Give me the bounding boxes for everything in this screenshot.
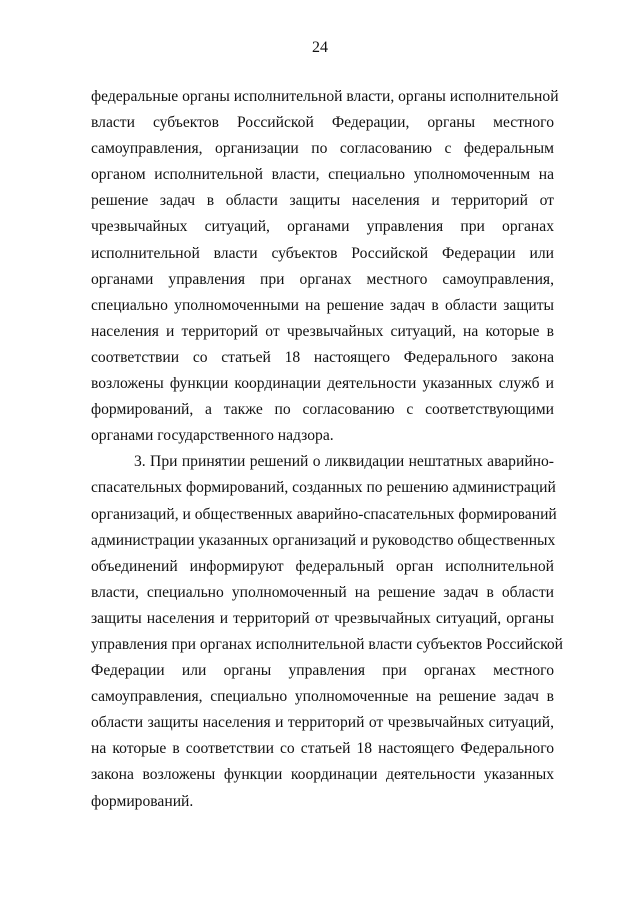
text-line: чрезвычайных ситуаций, органами управления при органах — [91, 218, 554, 236]
text-line: власти субъектов Российской Федерации, органы местного — [91, 114, 554, 132]
text-line: защиты населения и территорий от чрезвычайных ситуаций, органы — [91, 609, 554, 627]
text-line: спасательных формирований, созданных по решению администраций — [91, 479, 556, 497]
text-line: формирований, а также по согласованию с соответствующими — [91, 401, 554, 419]
text-line: возложены функции координации деятельности указанных служб и — [91, 375, 554, 393]
text-line: объединений информируют федеральный орган исполнительной — [91, 557, 554, 575]
text-line: на которые в соответствии со статьей 18 настоящего Федерального — [91, 740, 554, 758]
text-line: формирований. — [91, 792, 194, 810]
text-line: органами государственного надзора. — [91, 427, 334, 445]
text-line: области защиты населения и территорий от чрезвычайных ситуаций, — [91, 714, 554, 732]
text-line: администрации указанных организаций и руководство общественных — [91, 531, 556, 549]
text-line: самоуправления, специально уполномоченные на решение задач в — [91, 688, 554, 706]
text-line: закона возложены функции координации деятельности указанных — [91, 766, 554, 784]
text-line: соответствии со статьей 18 настоящего Федерального закона — [91, 348, 554, 366]
paragraph-item-3 — [91, 449, 563, 814]
paragraph-continuation — [91, 84, 559, 449]
text-line: 3. При принятии решений о ликвидации нештатных аварийно- — [134, 453, 554, 471]
page-number: 24 — [312, 39, 328, 56]
text-line: органом исполнительной власти, специально уполномоченным на — [91, 166, 554, 184]
text-line: организаций, и общественных аварийно-спасательных формирований — [91, 505, 557, 523]
text-line: населения и территорий от чрезвычайных ситуаций, на которые в — [91, 322, 554, 340]
text-line: органами управления при органах местного самоуправления, — [91, 270, 554, 288]
text-line: управления при органах исполнительной власти субъектов Российской — [91, 635, 563, 653]
document-body — [91, 84, 563, 815]
text-line: специально уполномоченными на решение задач в области защиты — [91, 296, 554, 314]
text-line: решение задач в области защиты населения и территорий от — [91, 192, 554, 210]
text-line: самоуправления, организации по согласованию с федеральным — [91, 140, 554, 158]
text-line: Федерации или органы управления при органах местного — [91, 662, 554, 680]
text-line: исполнительной власти субъектов Российской Федерации или — [91, 244, 554, 262]
text-line: федеральные органы исполнительной власти, органы исполнительной — [91, 88, 559, 105]
text-line: власти, специально уполномоченный на решение задач в области — [91, 583, 554, 601]
